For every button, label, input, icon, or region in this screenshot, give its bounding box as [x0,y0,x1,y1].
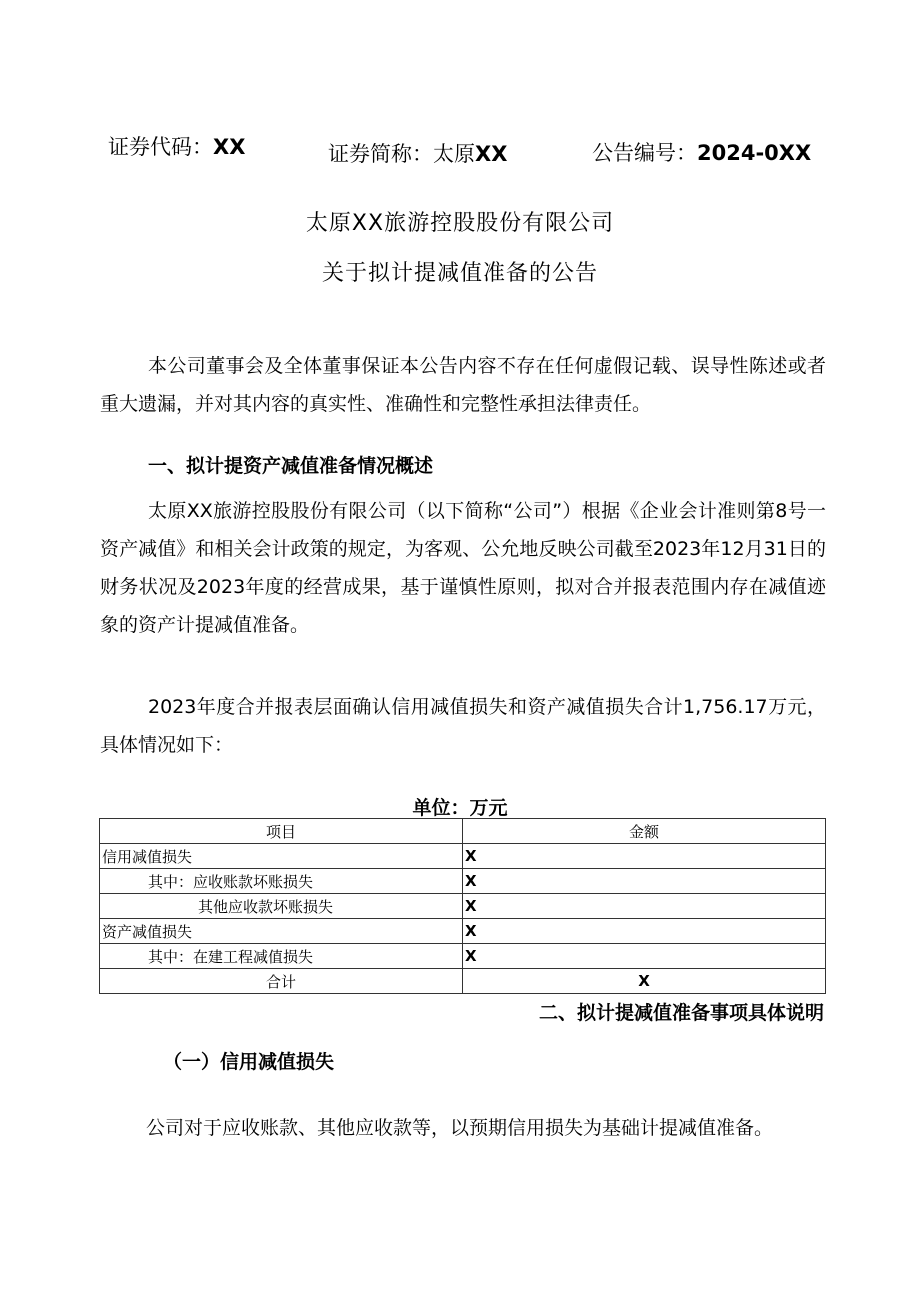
row-item: 其他应收款坏账损失 [100,894,463,919]
table-header-row [100,819,826,844]
intro-paragraph: 本公司董事会及全体董事保证本公告内容不存在任何虚假记载、误导性陈述或者重大遗漏，并对其内容的真实性、准确性和完整性承担法律责任。 [100,355,826,415]
table-unit: 单位：万元 [412,797,508,819]
table-total-row [100,969,826,994]
stock-abbr-label: 证券简称：太原 [328,142,475,166]
row-item: 资产减值损失 [100,919,463,944]
stock-abbr [328,138,507,168]
header-amount: 金额 [463,819,826,844]
impairment-table [99,818,826,994]
notice-number [592,137,811,167]
section1-heading: 一、拟计提资产减值准备情况概述 [148,455,434,477]
row-item: 其中：应收账款坏账损失 [100,869,463,894]
total-amount: X [463,969,826,994]
stock-code-value: XX [213,135,246,159]
table-row [100,869,826,894]
company-title: 太原XX旅游控股股份有限公司 [305,211,615,236]
stock-code [108,131,245,161]
row-amount: X [463,844,826,869]
table-row [100,944,826,969]
credit-loss-heading: （一）信用减值损失 [163,1051,335,1073]
credit-loss-paragraph: 公司对于应收账款、其他应收款等，以预期信用损失为基础计提减值准备。 [146,1117,774,1139]
notice-number-label: 公告编号： [592,141,697,165]
row-item: 其中：在建工程减值损失 [100,944,463,969]
row-amount: X [463,894,826,919]
total-item: 合计 [100,969,463,994]
table-row [100,919,826,944]
header-item: 项目 [100,819,463,844]
table-row [100,894,826,919]
announcement-title: 关于拟计提减值准备的公告 [321,261,598,286]
section2-heading: 二、拟计提减值准备事项具体说明 [538,1002,824,1024]
row-amount: X [463,944,826,969]
summary-paragraph: 2023年度合并报表层面确认信用减值损失和资产减值损失合计1,756.17万元，具体情况如下： [100,696,826,756]
table-row [100,844,826,869]
notice-number-value: 2024-0XX [697,141,812,165]
section1-paragraph: 太原XX旅游控股股份有限公司（以下简称“公司”）根据《企业会计准则第8号一资产减值》和相关会计政策的规定，为客观、公允地反映公司截至2023年12月31日的财务状况及2023年度的经营成果，基于谨慎性原则，拟对合并报表范围内存在减值迹象的资产计提减值准备。 [100,500,826,636]
row-amount: X [463,919,826,944]
stock-code-label: 证券代码： [108,135,213,159]
row-amount: X [463,869,826,894]
stock-abbr-value: XX [475,142,508,166]
row-item: 信用减值损失 [100,844,463,869]
